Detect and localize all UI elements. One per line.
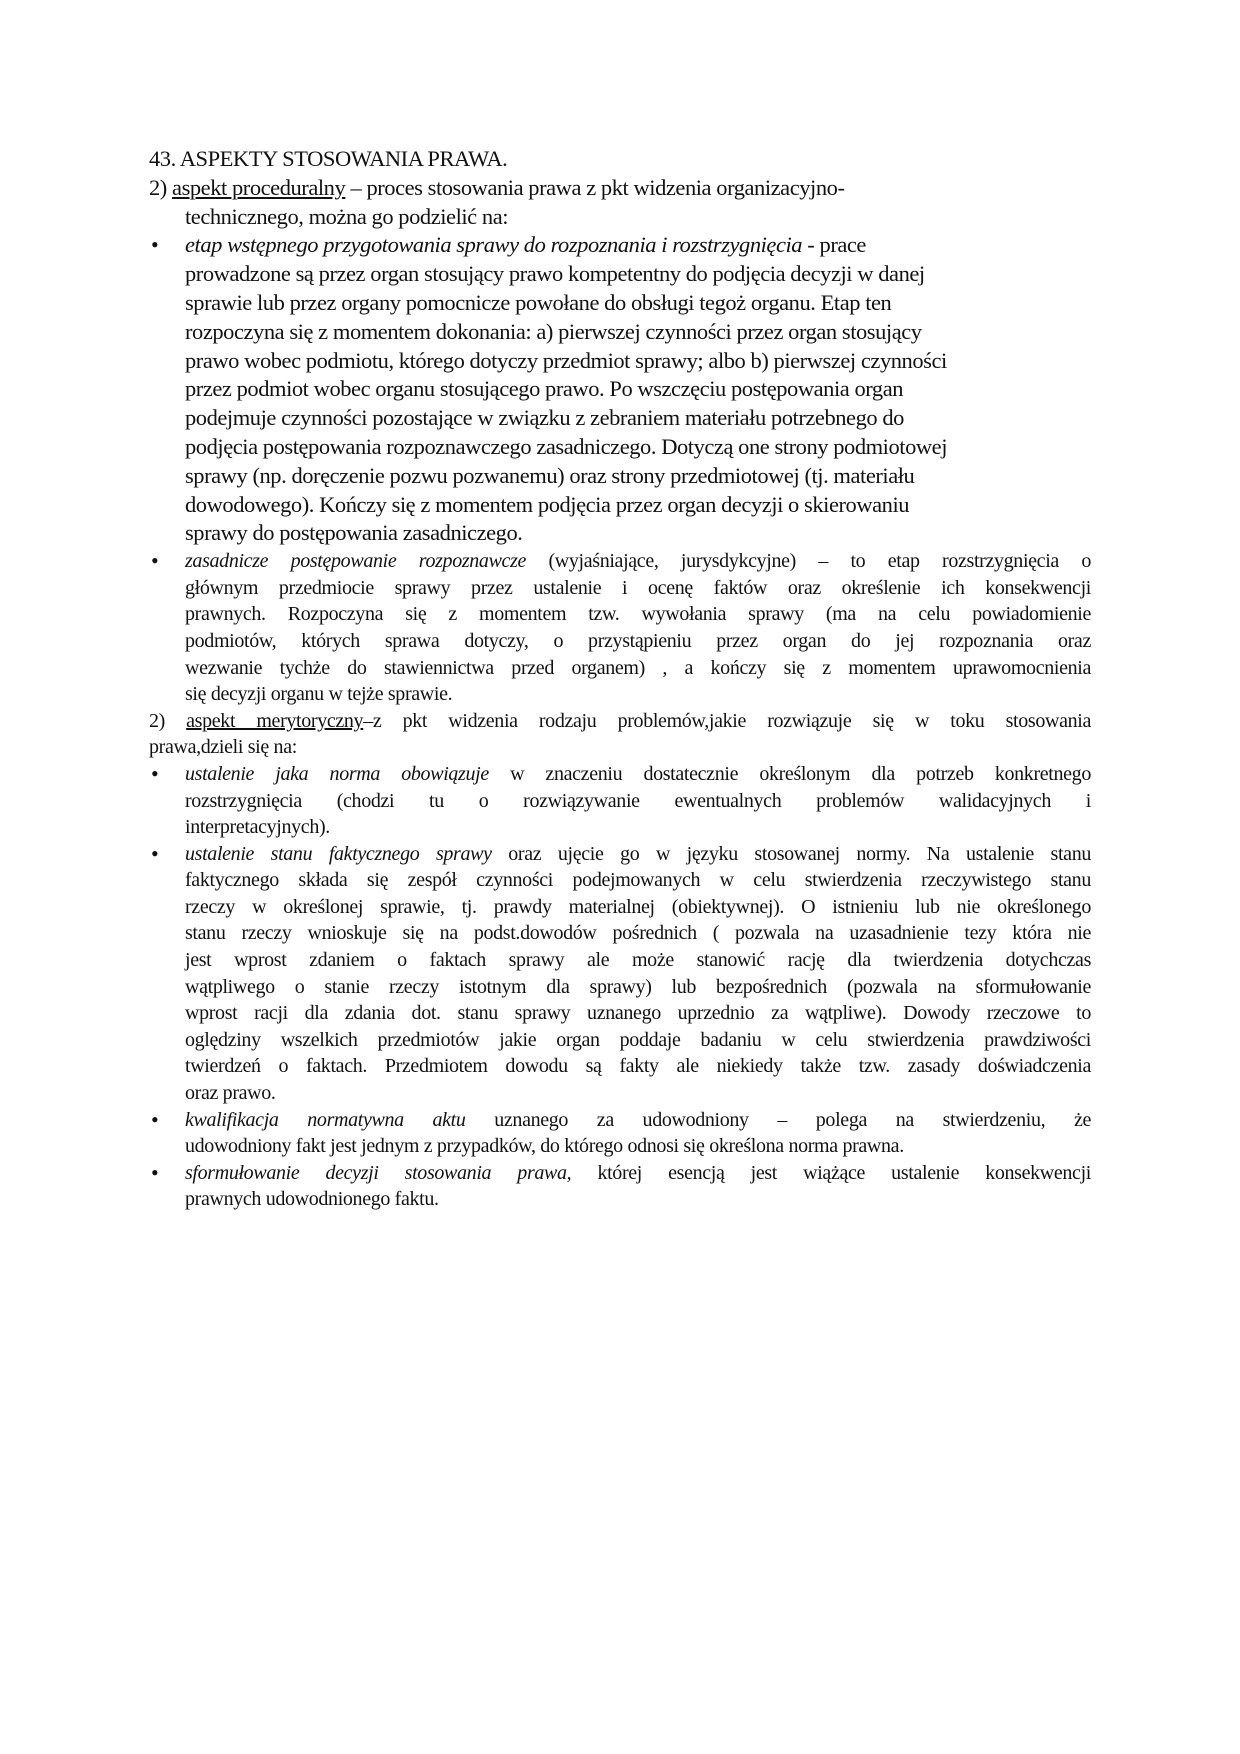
text-segment: interpretacyjnych).	[185, 816, 330, 839]
text-line	[149, 145, 1091, 174]
text-line	[149, 289, 1091, 318]
bullet-item	[149, 231, 1091, 548]
italic-term: kwalifikacja normatywna aktu	[185, 1108, 466, 1131]
text-segment: oraz prawo.	[185, 1082, 276, 1105]
text-segment: się decyzji organu w tejże sprawie.	[185, 683, 453, 706]
bullet-icon: •	[151, 1106, 159, 1132]
text-segment: rozstrzygnięcia (chodzi tu o rozwiązywanie ewentualnych problemów walidacyjnych i	[185, 789, 1091, 812]
text-segment: –z pkt widzenia rodzaju problemów,jakie rozwiązuje się w toku stosowania	[363, 709, 1091, 732]
text-line	[149, 375, 1091, 404]
text-line	[149, 519, 1091, 548]
text-segment: wątpliwego o stanie rzeczy istotnym dla sprawy) lub bezpośrednich (pozwala na sformułowanie	[185, 975, 1091, 998]
text-line	[149, 920, 1091, 947]
text-segment: faktycznego składa się zespół czynności podejmowanych w celu stwierdzenia rzeczywistego stanu	[185, 869, 1091, 892]
text-segment: jest wprost zdaniem o faktach sprawy ale może stanowić rację dla twierdzenia dotychczas	[185, 949, 1091, 972]
text-line	[149, 548, 1091, 575]
text-segment: 43. ASPEKTY STOSOWANIA PRAWA.	[149, 146, 508, 171]
text-segment: podejmuje czynności pozostające w związku z zebraniem materiału potrzebnego do	[185, 405, 904, 431]
text-segment: 2)	[149, 709, 187, 732]
text-segment: rzeczy w określonej sprawie, tj. prawdy materialnej (obiektywnej). O istnieniu lub nie określonego	[185, 895, 1091, 918]
text-line	[149, 347, 1091, 376]
text-segment: oględziny wszelkich przedmiotów jakie organ poddaje badaniu w celu stwierdzenia prawdziwości	[185, 1028, 1091, 1051]
underlined-term: aspekt merytoryczny	[186, 709, 364, 732]
text-segment: prawa,dzieli się na:	[149, 736, 297, 759]
text-segment: dowodowego). Kończy się z momentem podjęcia przez organ decyzji o skierowaniu	[185, 491, 910, 517]
text-segment: podjęcia postępowania rozpoznawczego zasadniczego. Dotyczą one strony podmiotowej	[185, 433, 948, 459]
text-segment: oraz ujęcie go w języku stosowanej normy. Na ustalenie stanu	[491, 842, 1091, 865]
text-segment: głównym przedmiocie sprawy przez ustalenie i ocenę faktów oraz określenie ich konsekwencji	[185, 576, 1091, 599]
bullet-item	[149, 548, 1091, 708]
bullet-item	[149, 841, 1091, 1107]
text-line	[149, 1080, 1091, 1107]
text-line	[149, 203, 1091, 232]
text-line	[149, 462, 1091, 491]
text-line	[149, 231, 1091, 260]
text-line	[149, 894, 1091, 921]
text-line	[149, 734, 1091, 761]
bullet-item	[149, 761, 1091, 841]
document-page	[149, 145, 1091, 1213]
text-segment: prawnych udowodnionego faktu.	[185, 1188, 439, 1211]
text-line	[149, 1000, 1091, 1027]
text-segment: wprost racji dla zdania dot. stanu sprawy uznanego uprzednio za wątpliwe). Dowody rzeczowe to	[185, 1002, 1091, 1025]
italic-term: ustalenie stanu faktycznego sprawy	[185, 842, 492, 865]
text-line	[149, 655, 1091, 682]
text-line	[149, 947, 1091, 974]
italic-term: etap wstępnego przygotowania sprawy do rozpoznania i rozstrzygnięcia	[185, 232, 803, 258]
text-segment: stanu rzeczy wnioskuje się na podst.dowodów pośrednich ( pozwala na uzasadnienie tezy która nie	[185, 922, 1091, 945]
text-line	[149, 1053, 1091, 1080]
bullet-icon: •	[151, 548, 159, 574]
text-segment: wezwanie tychże do stawiennictwa przed organem) , a kończy się z momentem uprawomocnienia	[185, 656, 1091, 679]
text-segment: twierdzeń o faktach. Przedmiotem dowodu są fakty ale niekiedy także tzw. zasady doświadczenia	[185, 1055, 1091, 1078]
bullet-icon: •	[151, 840, 159, 866]
italic-term: ustalenie jaka norma obowiązuje	[185, 762, 489, 785]
bullet-icon: •	[151, 1159, 159, 1185]
text-segment: (wyjaśniające, jurysdykcyjne) – to etap rozstrzygnięcia o	[526, 550, 1091, 573]
text-segment: przez podmiot wobec organu stosującego prawo. Po wszczęciu postępowania organ	[185, 376, 904, 402]
text-line	[149, 814, 1091, 841]
text-line	[149, 601, 1091, 628]
text-line	[149, 404, 1091, 433]
italic-term: sformułowanie decyzji stosowania prawa,	[185, 1161, 572, 1184]
text-line	[149, 788, 1091, 815]
text-line	[149, 841, 1091, 868]
text-line	[149, 628, 1091, 655]
text-segment: podmiotów, których sprawa dotyczy, o przystąpieniu przez organ do jej rozpoznania oraz	[185, 629, 1091, 652]
text-segment: uznanego za udowodniony – polega na stwierdzeniu, że	[465, 1108, 1092, 1131]
bullet-item	[149, 1160, 1091, 1213]
text-line	[149, 1160, 1091, 1187]
text-segment: sprawy (np. doręczenie pozwu pozwanemu) oraz strony przedmiotowej (tj. materiału	[185, 462, 915, 488]
text-segment: technicznego, można go podzielić na:	[185, 203, 509, 229]
italic-term: zasadnicze postępowanie rozpoznawcze	[185, 550, 527, 573]
text-segment: prawnych. Rozpoczyna się z momentem tzw. wywołania sprawy (ma na celu powiadomienie	[185, 603, 1091, 626]
text-line	[149, 1133, 1091, 1160]
bullet-item	[149, 1107, 1091, 1160]
text-segment: rozpoczyna się z momentem dokonania: a) pierwszej czynności przez organ stosujący	[185, 318, 922, 344]
text-line	[149, 318, 1091, 347]
text-line	[149, 1027, 1091, 1054]
text-segment: w znaczeniu dostatecznie określonym dla potrzeb konkretnego	[488, 762, 1091, 785]
text-segment: prawo wobec podmiotu, którego dotyczy przedmiot sprawy; albo b) pierwszej czynności	[185, 347, 947, 373]
text-segment: sprawy do postępowania zasadniczego.	[185, 520, 523, 546]
text-line	[149, 974, 1091, 1001]
text-line	[149, 1186, 1091, 1213]
text-line	[149, 260, 1091, 289]
text-segment: której esencją jest wiążące ustalenie konsekwencji	[571, 1161, 1091, 1184]
bullet-icon: •	[151, 760, 159, 786]
section-heading	[149, 174, 1091, 232]
text-segment: sprawie lub przez organy pomocnicze powołane do obsługi tegoż organu. Etap ten	[185, 289, 892, 315]
text-line	[149, 867, 1091, 894]
text-line	[149, 433, 1091, 462]
document-title	[149, 145, 1091, 174]
text-line	[149, 761, 1091, 788]
text-segment: udowodniony fakt jest jednym z przypadków, do którego odnosi się określona norma prawna.	[185, 1135, 904, 1158]
text-line	[149, 174, 1091, 203]
section-heading	[149, 708, 1091, 761]
text-segment: - prace	[802, 232, 866, 258]
text-line	[149, 1107, 1091, 1134]
text-line	[149, 681, 1091, 708]
text-segment: prowadzone są przez organ stosujący prawo kompetentny do podjęcia decyzji w danej	[185, 261, 925, 287]
text-line	[149, 491, 1091, 520]
text-segment: – proces stosowania prawa z pkt widzenia organizacyjno-	[345, 174, 845, 200]
text-segment: 2)	[149, 174, 173, 200]
bullet-icon: •	[151, 232, 159, 258]
underlined-term: aspekt proceduralny	[172, 174, 346, 200]
text-line	[149, 575, 1091, 602]
text-line	[149, 708, 1091, 735]
